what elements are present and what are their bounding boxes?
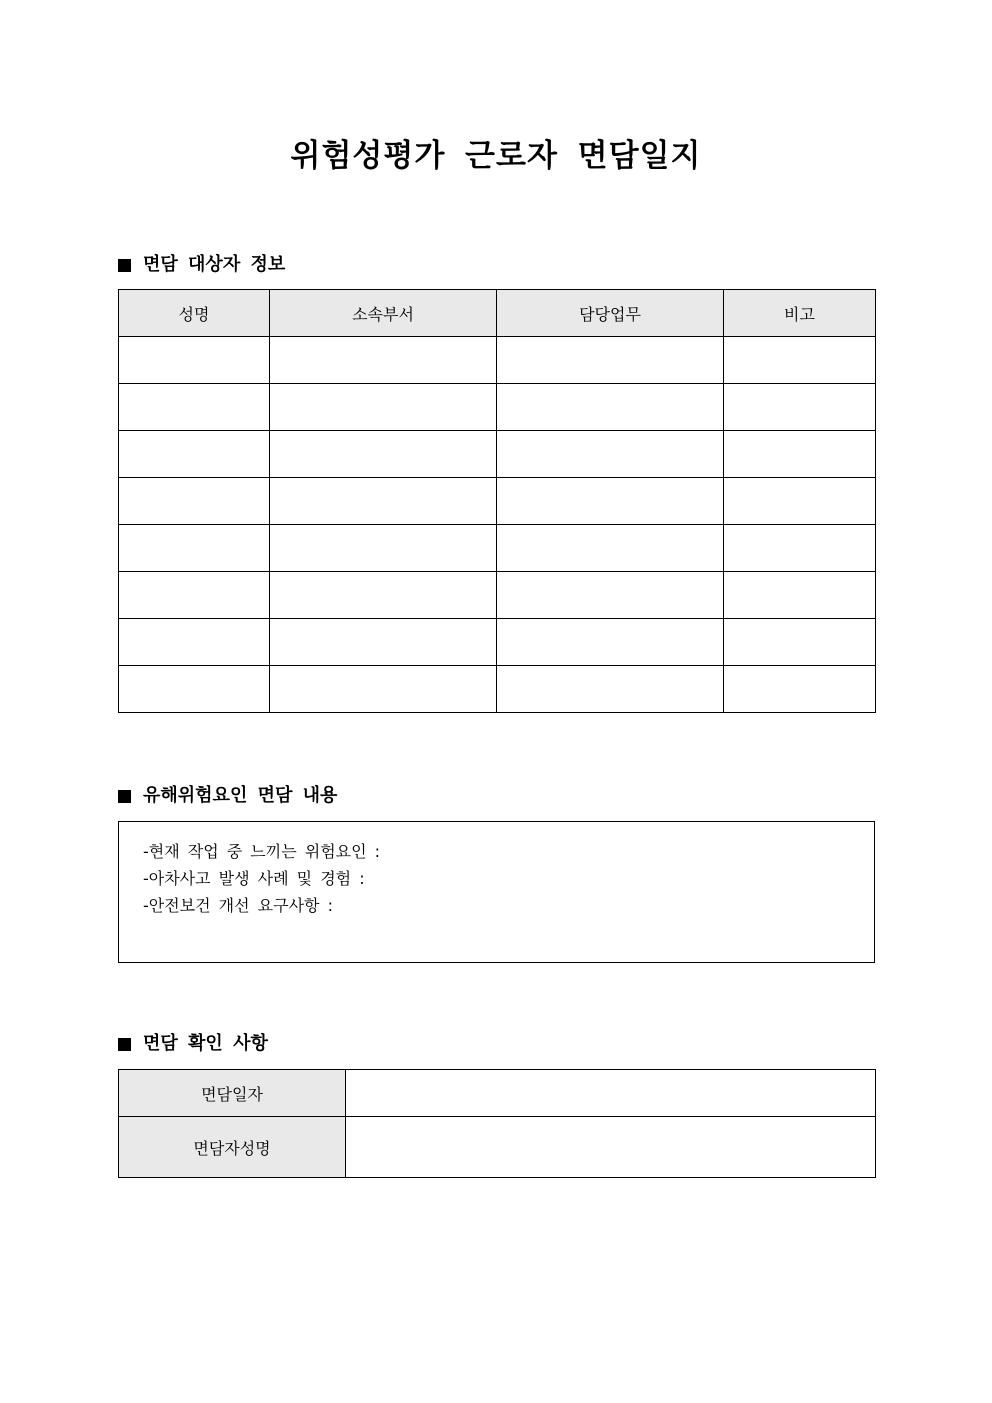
cell-remarks[interactable]	[724, 572, 876, 619]
cell-remarks[interactable]	[724, 478, 876, 525]
cell-duty[interactable]	[497, 384, 724, 431]
confirmation-table	[118, 1069, 876, 1178]
interview-date-value[interactable]	[346, 1070, 876, 1117]
cell-duty[interactable]	[497, 337, 724, 384]
section-heading-hazard-interview	[118, 784, 337, 808]
cell-name[interactable]	[119, 619, 270, 666]
table-row	[119, 619, 876, 666]
content-line-near-miss: -아차사고 발생 사례 및 경험 :	[143, 869, 365, 888]
table-row	[119, 384, 876, 431]
interviewer-name-label: 면담자성명	[119, 1117, 346, 1178]
table-row	[119, 1070, 876, 1117]
cell-name[interactable]	[119, 431, 270, 478]
cell-remarks[interactable]	[724, 619, 876, 666]
column-header-remarks: 비고	[724, 290, 876, 337]
cell-department[interactable]	[270, 431, 497, 478]
cell-department[interactable]	[270, 666, 497, 713]
table-row	[119, 431, 876, 478]
cell-name[interactable]	[119, 384, 270, 431]
cell-duty[interactable]	[497, 572, 724, 619]
cell-duty[interactable]	[497, 431, 724, 478]
cell-duty[interactable]	[497, 666, 724, 713]
cell-department[interactable]	[270, 337, 497, 384]
interview-content-box[interactable]	[118, 821, 875, 963]
cell-duty[interactable]	[497, 619, 724, 666]
section-heading-label: 면담 대상자 정보	[143, 254, 286, 275]
square-bullet-icon	[118, 790, 131, 803]
table-row	[119, 666, 876, 713]
table-row	[119, 525, 876, 572]
cell-remarks[interactable]	[724, 525, 876, 572]
cell-duty[interactable]	[497, 525, 724, 572]
interviewer-name-value[interactable]	[346, 1117, 876, 1178]
table-header-row	[119, 290, 876, 337]
cell-name[interactable]	[119, 478, 270, 525]
cell-department[interactable]	[270, 619, 497, 666]
column-header-department: 소속부서	[270, 290, 497, 337]
section-heading-subject-info	[118, 253, 285, 277]
section-heading-confirmation	[118, 1032, 268, 1056]
cell-remarks[interactable]	[724, 431, 876, 478]
cell-duty[interactable]	[497, 478, 724, 525]
table-row	[119, 1117, 876, 1178]
content-line-hazard: -현재 작업 중 느끼는 위험요인 :	[143, 842, 381, 861]
table-row	[119, 478, 876, 525]
cell-department[interactable]	[270, 478, 497, 525]
subject-info-table	[118, 289, 876, 713]
square-bullet-icon	[118, 259, 131, 272]
cell-name[interactable]	[119, 666, 270, 713]
cell-name[interactable]	[119, 337, 270, 384]
interview-date-label: 면담일자	[119, 1070, 346, 1117]
table-row	[119, 572, 876, 619]
document-title: 위험성평가 근로자 면담일지	[290, 138, 702, 174]
section-heading-label: 유해위험요인 면담 내용	[143, 785, 338, 806]
column-header-duty: 담당업무	[497, 290, 724, 337]
square-bullet-icon	[118, 1038, 131, 1051]
table-row	[119, 337, 876, 384]
cell-name[interactable]	[119, 572, 270, 619]
cell-remarks[interactable]	[724, 337, 876, 384]
cell-department[interactable]	[270, 572, 497, 619]
cell-remarks[interactable]	[724, 666, 876, 713]
column-header-name: 성명	[119, 290, 270, 337]
content-line-improvement: -안전보건 개선 요구사항 :	[143, 896, 333, 915]
section-heading-label: 면담 확인 사항	[143, 1033, 268, 1054]
cell-name[interactable]	[119, 525, 270, 572]
cell-department[interactable]	[270, 525, 497, 572]
cell-department[interactable]	[270, 384, 497, 431]
cell-remarks[interactable]	[724, 384, 876, 431]
